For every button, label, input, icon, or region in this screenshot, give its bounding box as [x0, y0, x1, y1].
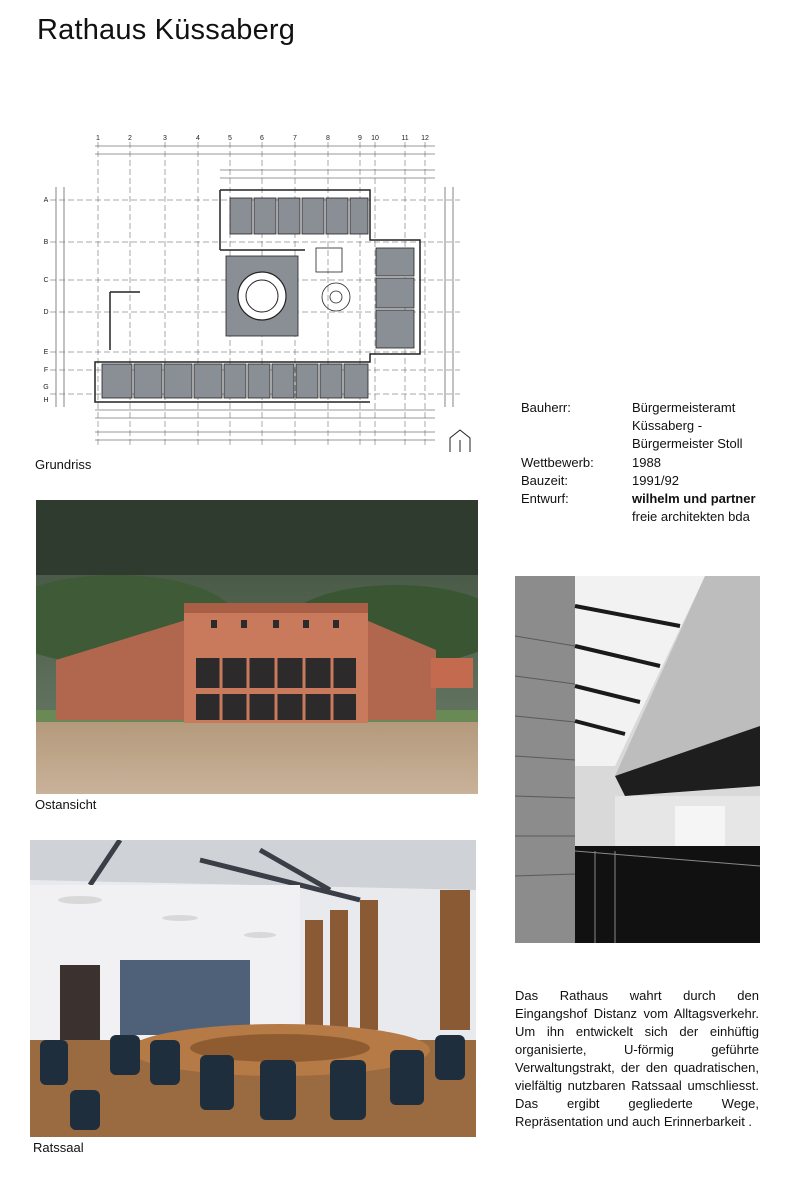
grid-number: 11	[401, 135, 409, 142]
north-arrow-icon	[450, 430, 470, 452]
grid-letter: H	[43, 397, 49, 404]
corridor-photo	[515, 576, 760, 943]
page-title: Rathaus Küssaberg	[37, 14, 296, 46]
grid-number: 5	[228, 135, 232, 142]
council-hall-caption: Ratssaal	[33, 1140, 84, 1155]
grid-number: 2	[128, 135, 132, 142]
grid-letter: F	[43, 367, 49, 374]
floor-plan-drawing	[40, 132, 478, 457]
grid-number: 10	[371, 135, 379, 142]
description-text: Das Rathaus wahrt durch den Eingangshof Distanz vom Alltagsverkehr. Um ihn entwickelt sich der einhüftig organisierte, U-förmig geführte Verwaltungstrakt, der den quadratischen, vielfältig nutzbaren Ratssaal umschliesst. Das ergibt gegliederte Wege, Repräsentation und auch Erinnerbarkeit .	[515, 988, 759, 1129]
grid-letter: G	[43, 384, 49, 391]
council-hall-photo	[30, 840, 476, 1137]
grid-number: 9	[358, 135, 362, 142]
grid-number: 4	[196, 135, 200, 142]
grid-number: 8	[326, 135, 330, 142]
east-view-caption: Ostansicht	[35, 797, 97, 812]
grid-number: 6	[260, 135, 264, 142]
info-row-design: Entwurf: wilhelm und partner freie architekten bda	[521, 491, 756, 525]
grid-number: 12	[421, 135, 429, 142]
grid-letter: C	[43, 277, 49, 284]
grid-number: 3	[163, 135, 167, 142]
east-view-photo	[36, 500, 478, 794]
project-info	[521, 399, 791, 526]
info-row-competition: Wettbewerb: 1988	[521, 454, 661, 470]
plan-caption: Grundriss	[35, 457, 92, 472]
grid-letter: B	[43, 239, 49, 246]
grid-letter: D	[43, 309, 49, 316]
grid-number: 1	[96, 135, 100, 142]
floor-plan	[40, 132, 478, 457]
info-row-construction: Bauzeit: 1991/92	[521, 472, 679, 488]
grid-number: 7	[293, 135, 297, 142]
grid-letter: A	[43, 197, 49, 204]
grid-letter: E	[43, 349, 49, 356]
info-row-client: Bauherr: Bürgermeisteramt Küssaberg - Bürgermeister Stoll	[521, 400, 743, 452]
